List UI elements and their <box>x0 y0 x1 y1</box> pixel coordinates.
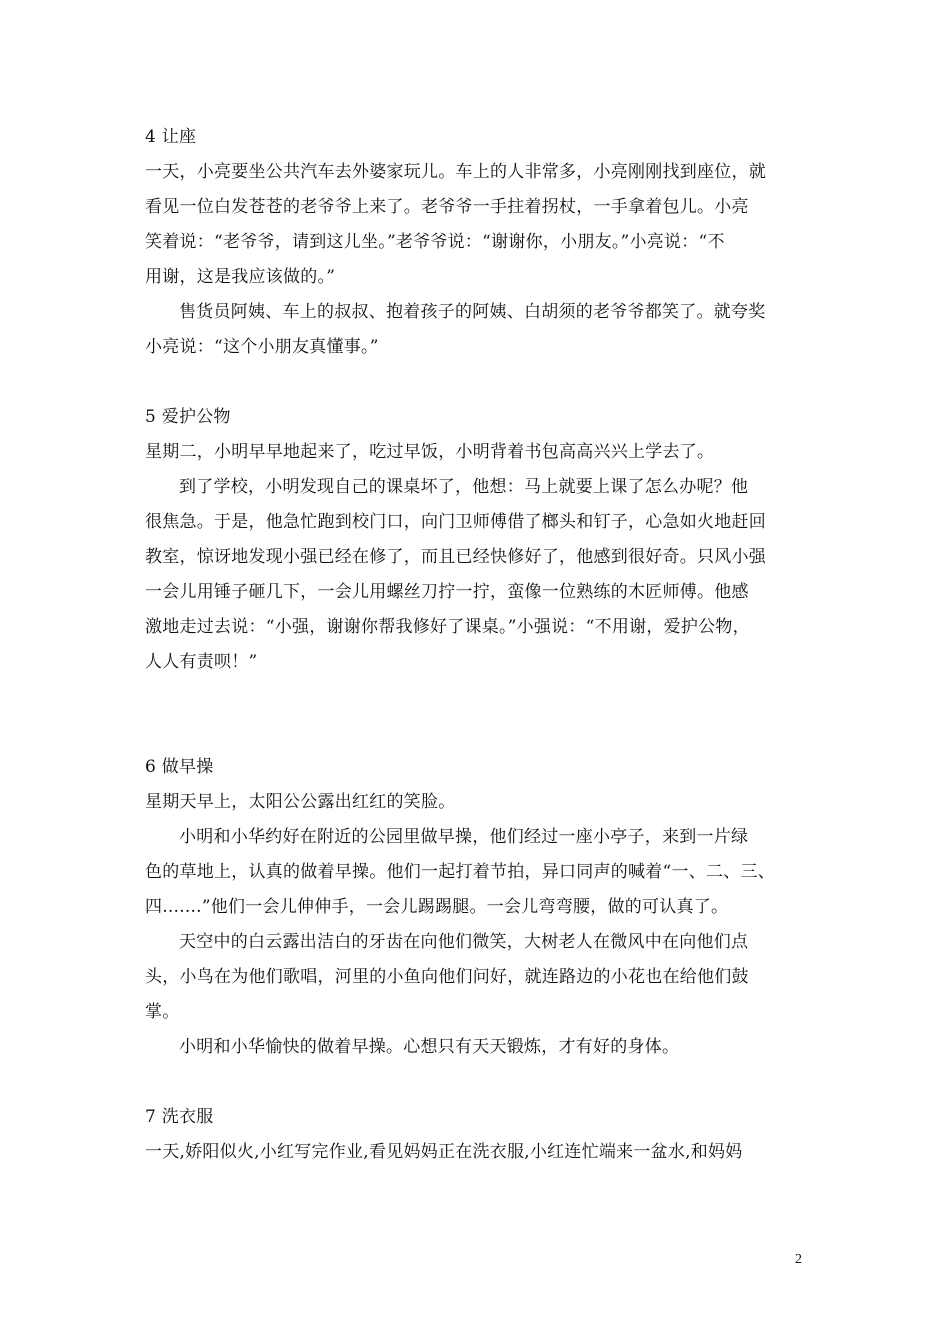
section-title: 6 做早操 <box>145 757 214 777</box>
paragraph-line: 头，小鸟在为他们歌唱，河里的小鱼向他们问好，就连路边的小花也在给他们鼓 <box>145 967 749 987</box>
section-title: 7 洗衣服 <box>145 1107 214 1127</box>
paragraph-line: 小明和小华约好在附近的公园里做早操，他们经过一座小亭子，来到一片绿 <box>179 827 749 847</box>
paragraph-line: 天空中的白云露出洁白的牙齿在向他们微笑，大树老人在微风中在向他们点 <box>179 932 749 952</box>
paragraph-line: 色的草地上，认真的做着早操。他们一起打着节拍，异口同声的喊着“一、二、三、 <box>145 862 775 882</box>
spacer <box>145 1065 811 1100</box>
document-body <box>145 120 811 1170</box>
paragraph-line: 小亮说：“这个小朋友真懂事。” <box>145 337 379 357</box>
paragraph-line: 四.......”他们一会儿伸伸手，一会儿踢踢腿。一会儿弯弯腰，做的可认真了。 <box>145 897 729 917</box>
spacer <box>145 365 811 400</box>
paragraph-line: 看见一位白发苍苍的老爷爷上来了。老爷爷一手拄着拐杖，一手拿着包儿。小亮 <box>145 197 749 217</box>
paragraph-line: 到了学校，小明发现自己的课桌坏了，他想：马上就要上课了怎么办呢？他 <box>179 477 749 497</box>
paragraph-line: 星期二，小明早早地起来了，吃过早饭，小明背着书包高高兴兴上学去了。 <box>145 442 715 462</box>
page-number: 2 <box>795 1252 802 1267</box>
paragraph-line: 一会儿用锤子砸几下，一会儿用螺丝刀拧一拧，蛮像一位熟练的木匠师傅。他感 <box>145 582 749 602</box>
paragraph-line: 售货员阿姨、车上的叔叔、抱着孩子的阿姨、白胡须的老爷爷都笑了。就夸奖 <box>179 302 766 322</box>
paragraph-line: 一天,娇阳似火,小红写完作业,看见妈妈正在洗衣服,小红连忙端来一盆水,和妈妈 <box>145 1142 743 1162</box>
paragraph-line: 很焦急。于是，他急忙跑到校门口，向门卫师傅借了榔头和钉子，心急如火地赶回 <box>145 512 766 532</box>
paragraph-line: 教室，惊讶地发现小强已经在修了，而且已经快修好了，他感到很好奇。只风小强 <box>145 547 766 567</box>
paragraph-line: 笑着说：“老爷爷，请到这儿坐。”老爷爷说：“谢谢你，小朋友。”小亮说：“不 <box>145 232 725 252</box>
paragraph-line: 小明和小华愉快的做着早操。心想只有天天锻炼，才有好的身体。 <box>179 1037 680 1057</box>
paragraph-line: 星期天早上，太阳公公露出红红的笑脸。 <box>145 792 456 812</box>
paragraph-line: 激地走过去说：“小强，谢谢你帮我修好了课桌。”小强说：“不用谢，爱护公物， <box>145 617 750 637</box>
paragraph-line: 一天，小亮要坐公共汽车去外婆家玩儿。车上的人非常多，小亮刚刚找到座位，就 <box>145 162 766 182</box>
section-title: 5 爱护公物 <box>145 407 231 427</box>
spacer <box>145 680 811 750</box>
paragraph-line: 人人有责呗！” <box>145 652 258 672</box>
paragraph-line: 用谢，这是我应该做的。” <box>145 267 336 287</box>
section-title: 4 让座 <box>145 127 197 147</box>
paragraph-line: 掌。 <box>145 1002 180 1022</box>
